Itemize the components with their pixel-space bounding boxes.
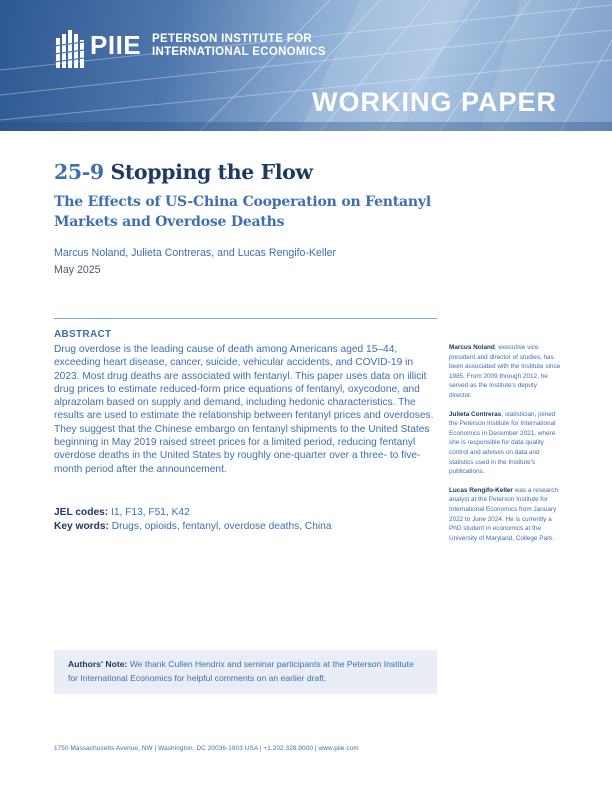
authors-note-label: Authors' Note: [68,659,128,669]
institute-name [152,33,326,59]
key-words-value: Drugs, opioids, fentanyl, overdose deaths, China [111,521,332,532]
paper-subtitle: The Effects of US-China Cooperation on Fentanyl Markets and Overdose Deaths [54,194,431,230]
paper-title [54,160,313,184]
logo-wordmark: PIIE [90,30,142,60]
jel-codes-value: I1, F13, F51, K42 [111,507,190,518]
authors-note [68,657,424,685]
author-bio [449,410,561,477]
authors-note-text: We thank Cullen Hendrix and seminar participants at the Peterson Institute for International Economics for helpful comments on an earlier draft. [68,659,414,683]
section-divider [54,318,437,319]
paper-authors: Marcus Noland, Julieta Contreras, and Lucas Rengifo-Keller [54,247,337,259]
institute-name-line2: INTERNATIONAL ECONOMICS [152,46,326,58]
authors-note-box [54,650,437,694]
piie-building-mark-icon [54,28,84,68]
author-bio [449,486,561,544]
author-bio-text: , statistician, joined the Peterson Institute for International Economics in December 2021, where she is responsible for data quality control and advises on data and statistics used in the Institute's publications. [449,410,556,476]
author-bio-text: , executive vice president and director of studies, has been associated with the Institute since 1985. From 2009 through 2012, he served as the Institute's deputy director. [449,344,561,399]
jel-codes-label: JEL codes: [54,507,109,518]
piie-logo[interactable] [54,28,344,68]
author-bio-name: Marcus Noland [449,344,495,351]
key-words [54,521,332,532]
paper-date: May 2025 [54,264,101,276]
jel-codes [54,507,190,518]
author-bio-text: was a research analyst at the Peterson Institute for International Economics from January 2022 to June 2024. He is currently a PhD student in economics at the University of Maryland, College Park. [449,486,559,542]
author-bio-name: Lucas Rengifo-Keller [449,486,513,494]
working-paper-label: WORKING PAPER [311,87,557,117]
header-banner [0,0,612,131]
author-bio [449,343,561,401]
paper-number: 25-9 [54,160,104,184]
author-bios-sidebar [449,343,561,552]
author-bio-name: Julieta Contreras [449,410,502,418]
abstract-heading: ABSTRACT [54,329,112,340]
institute-name-line1: PETERSON INSTITUTE FOR [152,33,312,45]
page-footer-contact: 1750 Massachusetts Avenue, NW | Washington, DC 20036-1903 USA | +1.202.328.9000 | www.piie.com [54,745,359,752]
paper-title-text: Stopping the Flow [110,160,313,184]
abstract-body: Drug overdose is the leading cause of death among Americans aged 15–44, exceeding heart disease, cancer, suicide, vehicular accidents, and COVID-19 in 2023. Most drug deaths are associated with fentanyl. This paper uses data on illicit drug prices to estimate reduced-form price equations of fentanyl, oxycodone, and alprazolam based on supply and demand, including hedonic characteristics. The results are used to estimate the relationship between fentanyl prices and overdoses. They suggest that the Chinese embargo on fentanyl shipments to the United States beginning in May 2019 raised street prices for a limited period, reducing fentanyl overdose deaths in the United States by roughly one-quarter over a three- to five-month period after the announcement. [54,344,434,475]
key-words-label: Key words: [54,521,109,532]
